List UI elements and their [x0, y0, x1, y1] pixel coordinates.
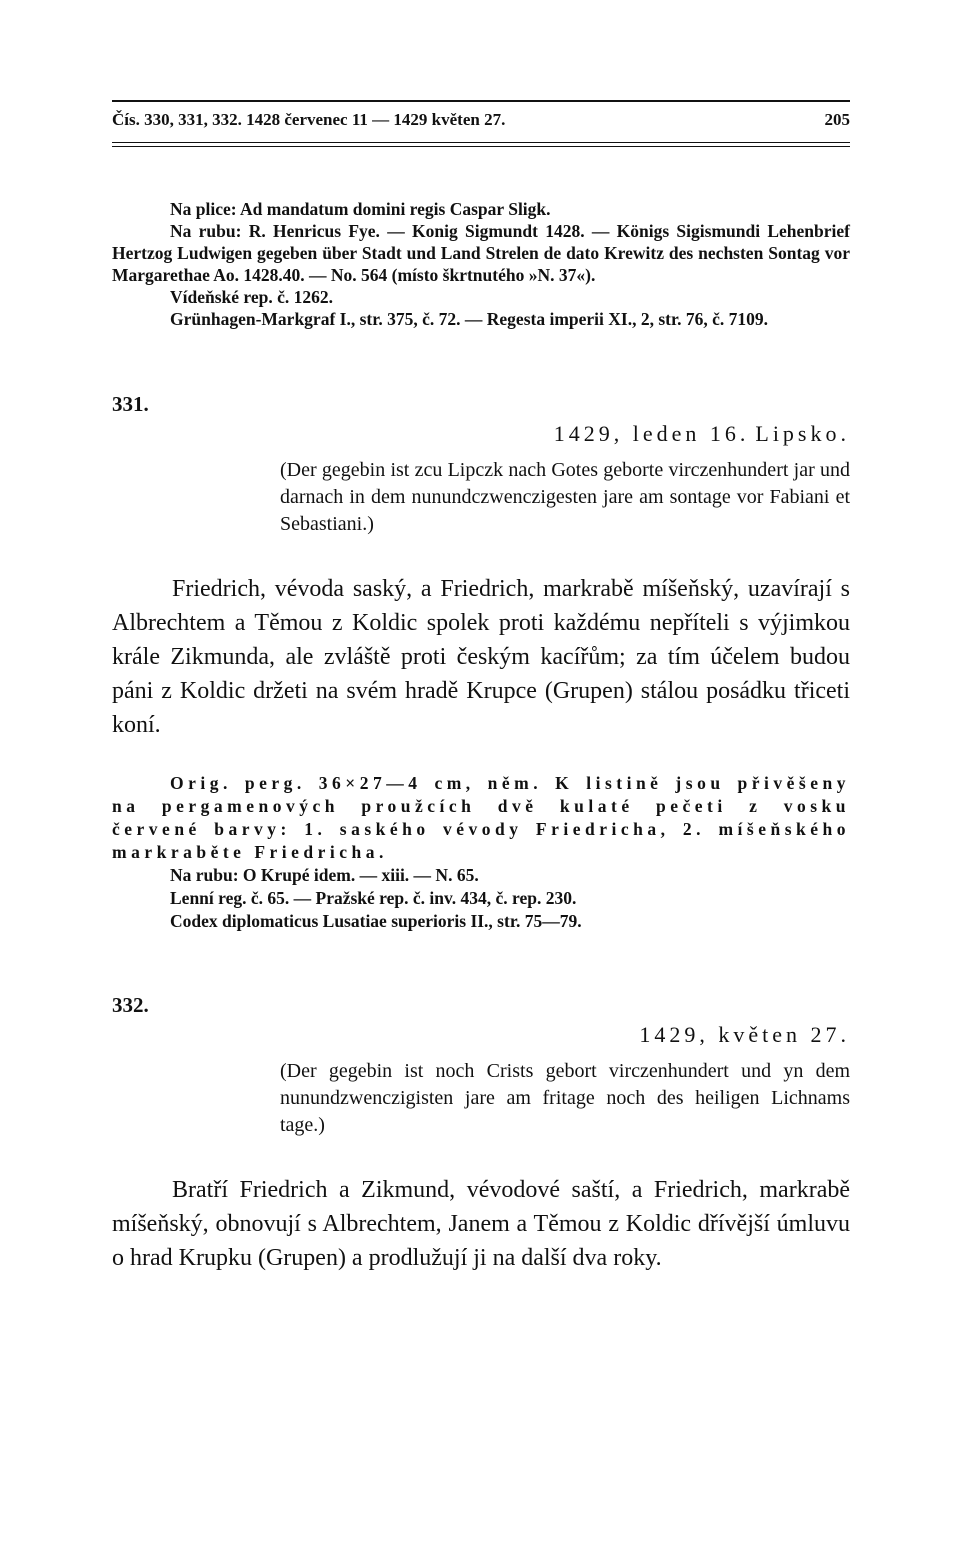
doc331-german-dating: (Der gegebin ist zcu Lipczk nach Gotes geborte virczenhundert jar und darnach in dem nunundczwenczigesten jare am sontage vor Fabiani et Sebastiani.): [280, 459, 850, 535]
note-viden-rep: Vídeňské rep. č. 1262.: [170, 287, 334, 307]
doc331-dateline: [112, 421, 850, 447]
page: [112, 100, 850, 1275]
doc330-notes: [112, 198, 850, 330]
doc331-regest-text: Friedrich, vévoda saský, a Friedrich, markrabě míšeňský, uzavírají s Albrechtem a Těmou z Koldic spolek proti každému nepříteli s výjimkou krále Zikmunda, ale zvláště proti českým kacířům; za tím účelem budou páni z Koldic držeti na svém hradě Krupce (Grupen) stálou posádku: [112, 576, 850, 704]
doc332-german-dating: (Der gegebin ist noch Crists gebort virczenhundert und yn dem nunundzwenczigisten jare am fritage noch des heiligen Lichnams tage.): [280, 1060, 850, 1136]
header-rule-bottom: [112, 142, 850, 143]
doc332-date: 1429, květen 27.: [639, 1022, 850, 1047]
doc331-regest-tail: třiceti koní.: [112, 678, 850, 738]
doc332-dateline: [112, 1022, 850, 1048]
note-literature: Grünhagen-Markgraf I., str. 375, č. 72. — Regesta imperii XI., 2, str. 76, č. 7109.: [170, 309, 769, 329]
running-header: [112, 100, 850, 146]
header-rule-top: [112, 100, 850, 102]
header-rule-bottom-2: [112, 146, 850, 147]
doc331-apparatus: [112, 772, 850, 933]
doc331-regest: [112, 572, 850, 742]
note-rubu: Na rubu: R. Henricus Fye. — Konig Sigmundt 1428. — Königs Sigismundi Lehenbrief Hertzog Ludwigen gegeben über Stadt und Land Strelen de dato Krewitz des nechsten Sontag vor Margarethae Ao. 1428.40. — No. 564 (místo škrtnutého »N. 37«).: [112, 221, 850, 285]
doc331-date: 1429, leden 16.: [553, 421, 750, 446]
note-plice: Na plice: Ad mandatum domini regis Caspar Sligk.: [170, 199, 551, 219]
doc331-place: Lipsko.: [755, 421, 850, 446]
doc331-note-lenni: Lenní reg. č. 65. — Pražské rep. č. inv. 434, č. rep. 230.: [170, 888, 577, 908]
header-title: Čís. 330, 331, 332. 1428 červenec 11 — 1429 květen 27.: [112, 110, 506, 129]
doc331-note-codex: Codex diplomaticus Lusatiae superioris II., str. 75—79.: [170, 911, 582, 931]
page-number: 205: [824, 110, 850, 129]
doc332-number: 332.: [112, 993, 149, 1017]
doc332-regest: Bratří Friedrich a Zikmund, vévodové saští, a Friedrich, markrabě míšeňský, obnovují s Albrechtem, Janem a Těmou z Koldic dřívější úmluvu o hrad Krupku (Grupen) a prodlužují ji na další dva roky.: [112, 1177, 850, 1271]
doc331-number: 331.: [112, 392, 149, 416]
doc331-note-rubu: Na rubu: O Krupé idem. — xiii. — N. 65.: [170, 865, 479, 885]
doc331-orig: Orig. perg. 36×27—4 cm, něm. K listině jsou přivěšeny na pergamenových proužcích dvě kulaté pečeti z vosku červené barvy: 1. saského vévody Friedricha, 2. míšeňského markraběte Friedricha.: [112, 773, 850, 862]
